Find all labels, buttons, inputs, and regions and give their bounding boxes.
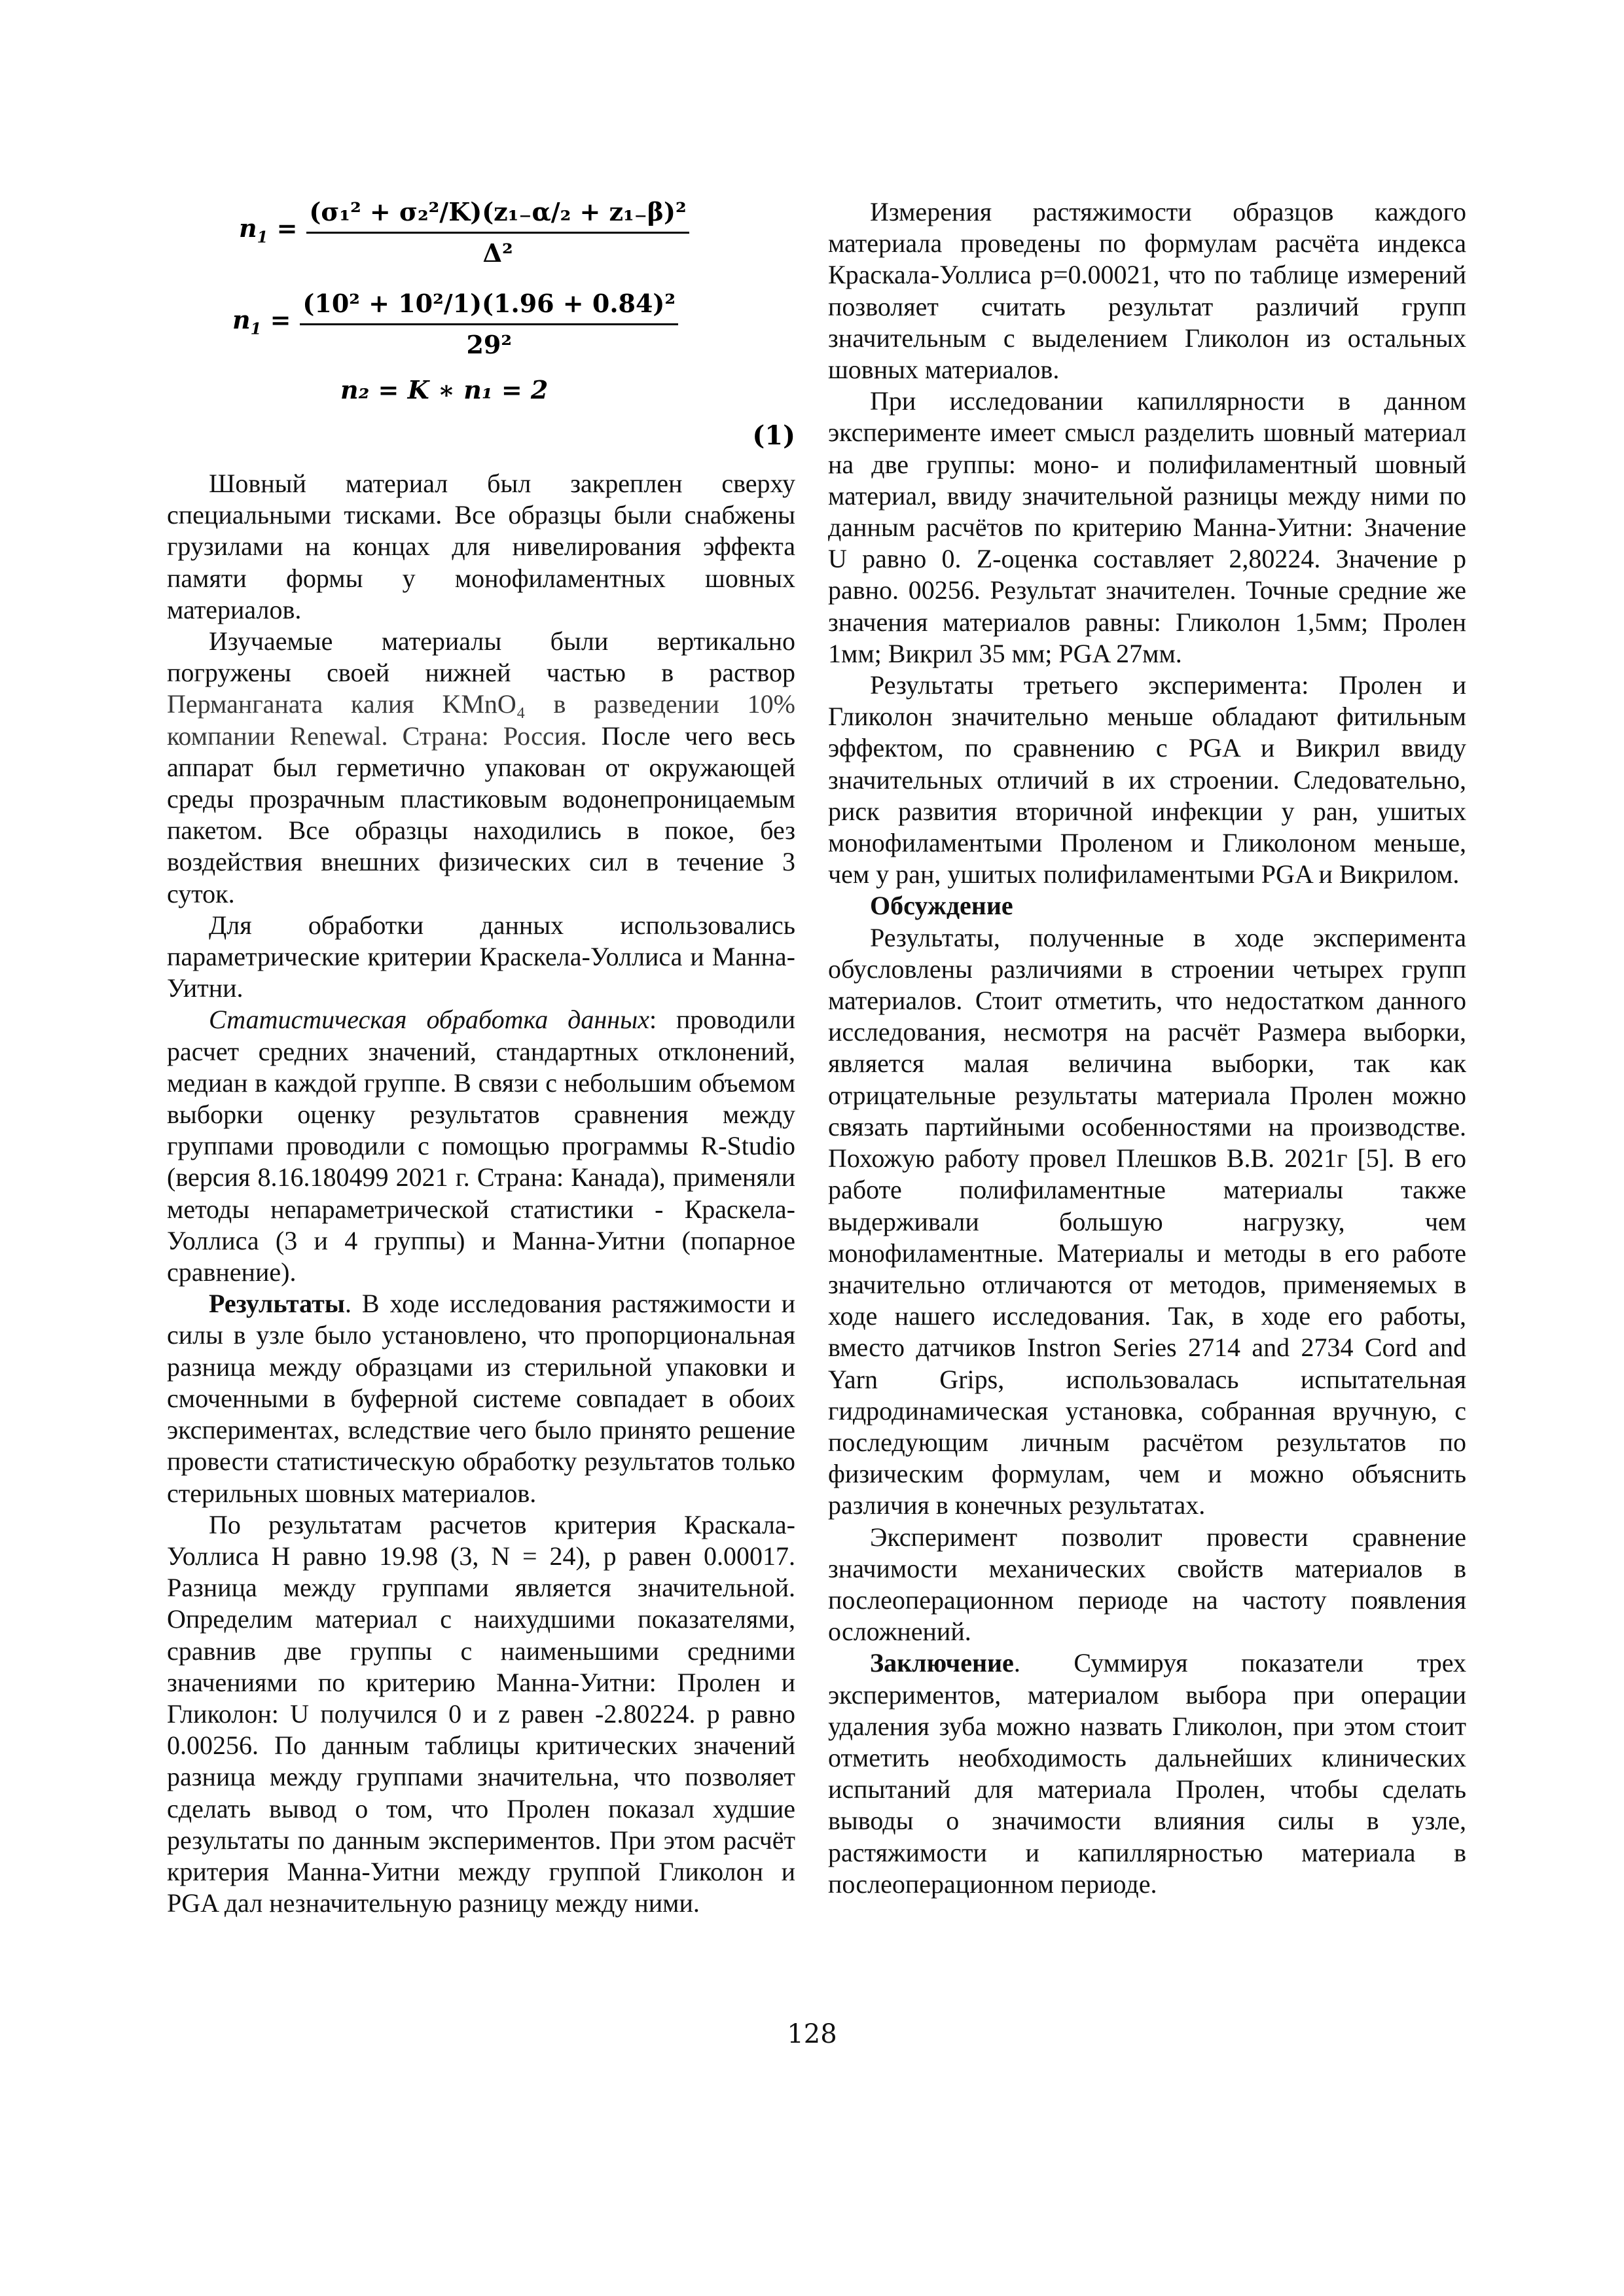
- equation-number: (1): [752, 420, 795, 451]
- left-column: [167, 196, 795, 1919]
- paragraph-third-experiment: Результаты третьего эксперимента: Пролен и Гликолон значительно меньше обладают фитильным эффектом, по сравнению с PGA и Викрил ввиду значительных отличий в их строении. Следовательно, риск развития вторичной инфекции у ран, ушитых монофиламентыми Проленом и Гликолоном меньше, чем у ран, ушитых полифиламентыми PGA и Викрилом.: [828, 670, 1466, 889]
- paragraph-discussion: Результаты, полученные в ходе эксперимента обусловлены различиями в строении четырех групп материалов. Стоит отметить, что недостатком данного исследования, несмотря на расчёт Размера выборки, является малая величина выборки, так как отрицательные результаты материала Пролен можно связать партийными особенностями на производстве. Похожую работу провел Плешков В.В. 2021г [5]. В его работе полифиламентные материалы также выдерживали большую нагрузку, чем монофиламентные. Материалы и методы в его работе значительно отличаются от методов, применяемых в ходе нашего исследования. Так, в ходе его работы, вместо датчиков Instron Series 2714 and 2734 Cord and Yarn Grips, использовалась испытательная гидродинамическая установка, собранная вручную, с последующим личным расчётом результатов по физическим формулам, чем и можно объяснить различия в конечных результатах.: [828, 922, 1466, 1520]
- equation-n2: [340, 374, 548, 406]
- paragraph-text: . В ходе исследования растяжимости и силы в узле было установлено, что пропорциональная разница между образцами из стерильной упаковки и смоченными в буферной системе совпадает в обоих экспериментах, вследствие чего было принято решение провести статистическую обработку результатов только стерильных шовных материалов.: [167, 1289, 795, 1508]
- equation-n2-text: n₂ = K ∗ n₁ = 2: [340, 375, 549, 404]
- paragraph-fixation: Шовный материал был закреплен сверху специальными тисками. Все образцы были снабжены грузилами на концах для нивелирования эффекта памяти формы у монофиламентных шовных материалов.: [167, 469, 795, 624]
- section-heading-discussion: Обсуждение: [870, 891, 1013, 921]
- paragraph-data-processing: Для обработки данных использовались параметрические критерии Краскела-Уоллиса и Манна-Уитни.: [167, 910, 795, 1003]
- fraction-denominator: Δ²: [306, 232, 689, 269]
- equation-sample-size-general: [239, 196, 689, 269]
- fraction-numerator: (σ₁² + σ₂²/K)(z₁₋α/₂ + z₁₋β)²: [309, 197, 687, 226]
- paragraph-text: После чего весь аппарат был герметично упакован от окружающей среды прозрачным пластиковым водонепроницаемым пакетом. Все образцы находились в покое, без воздействия внешних физических сил в течение 3 суток.: [167, 721, 796, 908]
- page-number: 128: [787, 2019, 837, 2049]
- paragraph-conclusion: [828, 1647, 1466, 1900]
- paragraph-results: [167, 1288, 795, 1509]
- inline-heading-results: Результаты: [209, 1289, 345, 1319]
- inline-heading-statistics: Статистическая обработка данных: [209, 1005, 649, 1035]
- paragraph-text: . Суммируя показатели трех экспериментов, материалом выбора при операции удаления зуба можно назвать Гликолон, при этом стоит отметить необходимость дальнейших клинических испытаний для материала Пролен, чтобы сделать выводы о значимости влияния силы в узле, растяжимости и капиллярностью материала в послеоперационном периоде.: [828, 1648, 1466, 1899]
- equation-lhs: $n_1$ =: [239, 213, 298, 247]
- paragraph-extensibility: Измерения растяжимости образцов каждого материала проведены по формулам расчёта индекса Краскала-Уоллиса p=0.00021, что по таблице измерений позволяет считать результат различий групп значительным с выделением Гликолон из остальных шовных материалов.: [828, 197, 1466, 385]
- paragraph-experiment-outlook: Эксперимент позволит провести сравнение значимости механических свойств материалов в послеоперационном периоде на частоту появления осложнений.: [828, 1522, 1466, 1647]
- equation-sample-size-values: [232, 288, 678, 361]
- paragraph-capillarity: При исследовании капиллярности в данном эксперименте имеет смысл разделить шовный материал на две группы: моно- и полифиламентный шовный материал, ввиду значительной разницы между ними по данным расчётов по критерию Манна-Уитни: Значение U равно 0. Z-оценка составляет 2,80224. Значение p равно. 00256. Результат значителен. Точные средние же значения материалов равны: Гликолон 1,5мм; Пролен 1мм; Викрил 35 мм; PGA 27мм.: [828, 386, 1466, 668]
- paragraph-text-reagent: Перманганата калия KMnO₄ в разведении 10% компании Renewal. Страна: Россия.: [167, 689, 795, 751]
- fraction: [300, 288, 678, 361]
- paragraph-kruskal-wallis: По результатам расчетов критерия Краскала-Уоллиса H равно 19.98 (3, N = 24), p равен 0.00017. Разница между группами является значительной. Определим материал с наихудшими показателями, сравнив две группы с наименьшими средними значениями по критерию Манна-Уитни: Пролен и Гликолон: U получился 0 и z равен -2.80224. p равно 0.00256. По данным таблицы критических значений разница между группами значительна, что позволяет сделать вывод о том, что Пролен показал худшие результаты по данным экспериментов. При этом расчёт критерия Манна-Уитни между группой Гликолон и PGA дал незначительную разницу между ними.: [167, 1509, 795, 1918]
- paragraph-text: Изучаемые материалы были вертикально погружены своей нижней частью в раствор: [167, 626, 795, 688]
- equation-lhs: $n_1$ =: [232, 304, 291, 338]
- inline-heading-conclusion: Заключение: [870, 1648, 1014, 1678]
- formula-block: [167, 196, 795, 468]
- paragraph-text: : проводили расчет средних значений, стандартных отклонений, медиан в каждой группе. В связи с небольшим объемом выборки оценку результатов сравнения между группами проводили с помощью программы R-Studio (версия 8.16.180499 2021 г. Страна: Канада), применяли методы непараметрической статистики - Краскела-Уоллиса (3 и 4 группы) и Манна-Уитни (попарное сравнение).: [167, 1005, 795, 1287]
- paragraph-immersion: [167, 626, 795, 910]
- fraction: [306, 196, 689, 269]
- right-column: [828, 196, 1466, 1900]
- fraction-denominator: 29²: [300, 323, 678, 361]
- paragraph-statistics: [167, 1004, 795, 1288]
- fraction-numerator: (10² + 10²/1)(1.96 + 0.84)²: [302, 289, 676, 318]
